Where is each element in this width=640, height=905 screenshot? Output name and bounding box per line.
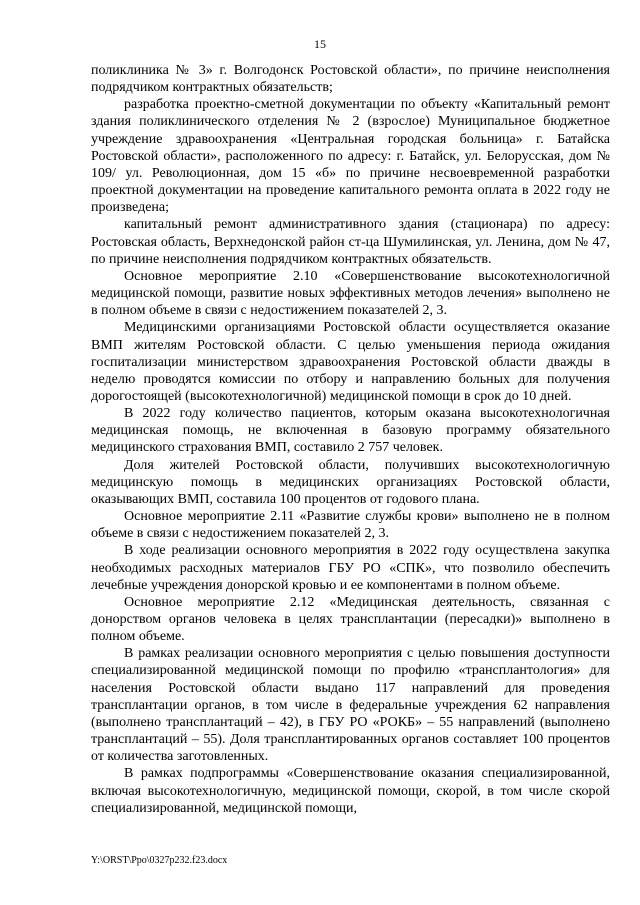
paragraph: В 2022 году количество пациентов, которым оказана высокотехнологичная медицинская помощь, не включенная в базовую программу обязательного медицинского страхования ВМП, составило 2 757 человек. <box>91 406 610 456</box>
footer-file-path: Y:\ORST\Ppo\0327p232.f23.docx <box>91 855 228 866</box>
paragraph: Доля жителей Ростовской области, получивших высокотехнологичную медицинскую помощь в медицинских организациях Ростовской области, оказывающих ВМП, составила 100 процентов от годового плана. <box>91 457 610 507</box>
paragraph: В ходе реализации основного мероприятия в 2022 году осуществлена закупка необходимых расходных материалов ГБУ РО «СПК», что позволило обеспечить лечебные учреждения донорской кровью и ее компонентами в полном объеме. <box>91 543 610 593</box>
paragraph: капитальный ремонт административного здания (стационара) по адресу: Ростовская область, Верхнедонской район ст-ца Шумилинская, ул. Ленина, дом № 47, по причине неисполнения подрядчиком контрактных обязательств. <box>91 217 610 267</box>
paragraph: В рамках реализации основного мероприятия с целью повышения доступности специализированной медицинской помощи по профилю «трансплантология» для населения Ростовской области выдано 117 направлений для проведения трансплантации органов, в том числе в федеральные учреждения 62 направления (выполнено трансплантаций – 42), в ГБУ РО «РОКБ» – 55 направлений (выполнено трансплантаций – 55). Доля трансплантированных органов составляет 100 процентов от количества заготовленных. <box>91 646 610 765</box>
paragraph: Основное мероприятие 2.12 «Медицинская деятельность, связанная с донорством органов человека в целях трансплантации (пересадки)» выполнено в полном объеме. <box>91 594 610 645</box>
paragraph: Основное мероприятие 2.10 «Совершенствование высокотехнологичной медицинской помощи, развитие новых эффективных методов лечения» выполнено не в полном объеме в связи с недостижением показателей 2, 3. <box>91 268 610 319</box>
paragraph: Медицинскими организациями Ростовской области осуществляется оказание ВМП жителям Ростовской области. С целью уменьшения периода ожидания госпитализации министерством здравоохранения Ростовской области дважды в неделю проводятся комиссии по отбору и направлению больных для получения дорогостоящей (высокотехнологичной) медицинской помощи в срок до 10 дней. <box>91 320 610 404</box>
document-body <box>91 62 610 817</box>
paragraph: поликлиника № 3» г. Волгодонск Ростовской области», по причине неисполнения подрядчиком контрактных обязательств; <box>91 63 610 96</box>
paragraph: Основное мероприятие 2.11 «Развитие службы крови» выполнено не в полном объеме в связи с недостижением показателей 2, 3. <box>91 509 610 542</box>
paragraph: В рамках подпрограммы «Совершенствование оказания специализированной, включая высокотехнологичную, медицинской помощи, скорой, в том числе скорой специализированной, медицинской помощи, <box>91 766 610 816</box>
page-number: 15 <box>314 37 326 51</box>
paragraph: разработка проектно-сметной документации по объекту «Капитальный ремонт здания поликлинического отделения № 2 (взрослое) Муниципальное бюджетное учреждение здравоохранения «Центральная городская больница» г. Батайска Ростовской области», расположенного по адресу: г. Батайск, ул. Белорусская, дом № 109/ ул. Революционная, дом 15 «б» по причине несвоевременной разработки проектной документации на проведение капитального ремонта оплата в 2022 году не произведена; <box>91 97 610 216</box>
